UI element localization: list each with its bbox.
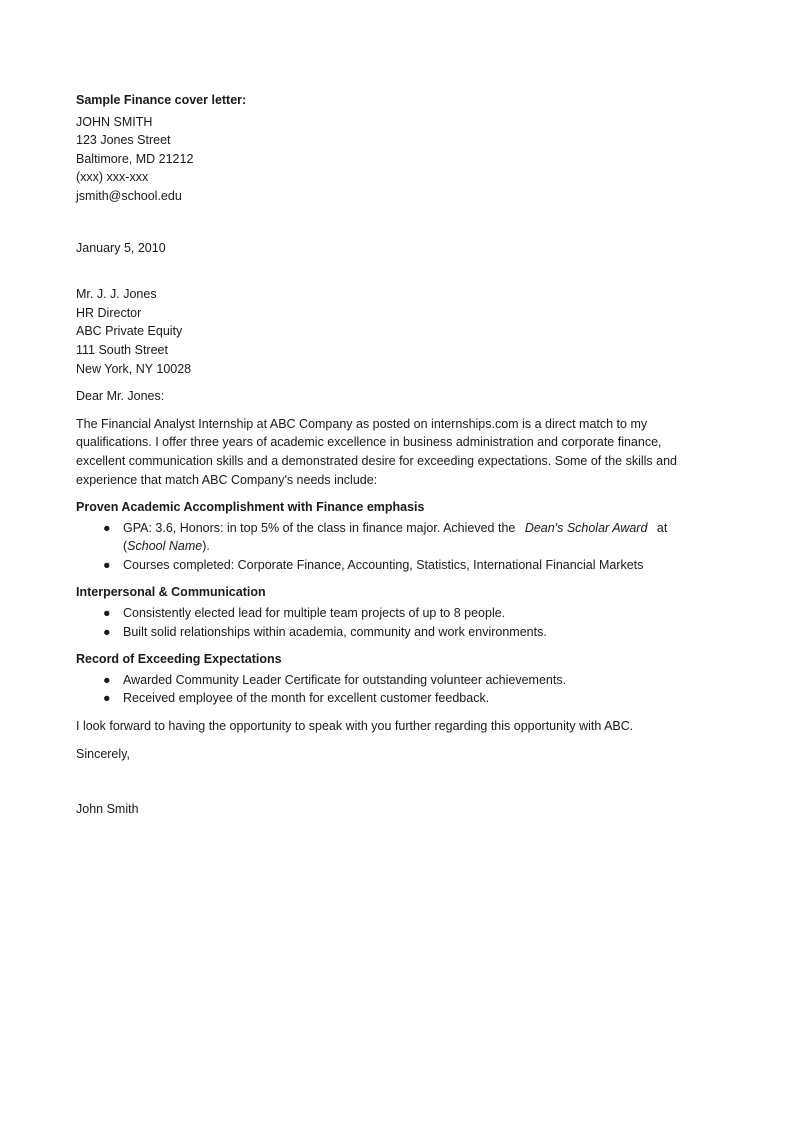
- bullet-icon: ●: [103, 672, 111, 687]
- closing-line: I look forward to having the opportunity to speak with you further regarding this opportunity with ABC.: [76, 719, 634, 734]
- recipient-block: [76, 285, 726, 378]
- recipient-city: New York, NY 10028: [76, 361, 192, 376]
- section-heading-academic: Proven Academic Accomplishment with Finance emphasis: [76, 500, 425, 515]
- sender-block: [76, 113, 726, 206]
- school-open: (: [123, 539, 128, 554]
- intro-line: excellent communication skills and a demonstrated desire for exceeding expectations. Some of the skills and: [76, 453, 678, 468]
- list-item: [76, 556, 726, 575]
- list-item: [76, 604, 726, 623]
- section-heading-expectations: Record of Exceeding Expectations: [76, 652, 282, 667]
- bullet-icon: ●: [103, 557, 111, 572]
- gpa-at: at: [653, 520, 668, 535]
- letter-title: Sample Finance cover letter:: [76, 93, 247, 107]
- school-close: ).: [202, 539, 210, 554]
- list-item-text: Awarded Community Leader Certificate for outstanding volunteer achievements.: [123, 672, 567, 687]
- letter-date: January 5, 2010: [76, 240, 166, 255]
- recipient-company: ABC Private Equity: [76, 324, 183, 339]
- intro-line: experience that match ABC Company's needs include:: [76, 472, 378, 487]
- sender-street: 123 Jones Street: [76, 133, 171, 148]
- sign-off: Sincerely,: [76, 746, 130, 761]
- list-item-text: Built solid relationships within academia, community and work environments.: [123, 624, 547, 639]
- recipient-street: 111 South Street: [76, 342, 168, 357]
- courses-text: Courses completed: Corporate Finance, Accounting, Statistics, International Financial Markets: [123, 557, 644, 572]
- recipient-title: HR Director: [76, 305, 142, 320]
- intro-line: qualifications. I offer three years of academic excellence in business administration and corporate finance,: [76, 435, 662, 450]
- school-name: School Name: [127, 539, 203, 554]
- expectations-list: [76, 671, 726, 708]
- bullet-icon: ●: [103, 691, 111, 706]
- list-item: [76, 623, 726, 642]
- sender-email: jsmith@school.edu: [76, 188, 182, 203]
- sender-city: Baltimore, MD 21212: [76, 151, 194, 166]
- award-name: Dean's Scholar Award: [524, 520, 648, 535]
- list-item: [76, 689, 726, 708]
- signature-name: John Smith: [76, 802, 139, 817]
- bullet-icon: ●: [103, 520, 111, 535]
- intro-line: The Financial Analyst Internship at ABC Company as posted on internships.com is a direct match to my: [76, 416, 648, 431]
- bullet-icon: ●: [103, 606, 111, 621]
- list-item: [76, 671, 726, 690]
- interpersonal-list: [76, 604, 726, 641]
- section-heading-interpersonal: Interpersonal & Communication: [76, 585, 266, 600]
- salutation: Dear Mr. Jones:: [76, 389, 165, 404]
- intro-paragraph: [76, 415, 726, 489]
- list-item-text: Consistently elected lead for multiple team projects of up to 8 people.: [123, 606, 506, 621]
- letter-page: [76, 91, 726, 819]
- academic-list: [76, 519, 726, 575]
- gpa-text: GPA: 3.6, Honors: in top 5% of the class in finance major. Achieved the: [123, 520, 519, 535]
- bullet-icon: ●: [103, 624, 111, 639]
- sender-phone: (xxx) xxx-xxx: [76, 170, 149, 185]
- list-item-text: Received employee of the month for excellent customer feedback.: [123, 691, 490, 706]
- recipient-name: Mr. J. J. Jones: [76, 287, 157, 302]
- list-item: [76, 519, 726, 556]
- sender-name: JOHN SMITH: [76, 114, 153, 129]
